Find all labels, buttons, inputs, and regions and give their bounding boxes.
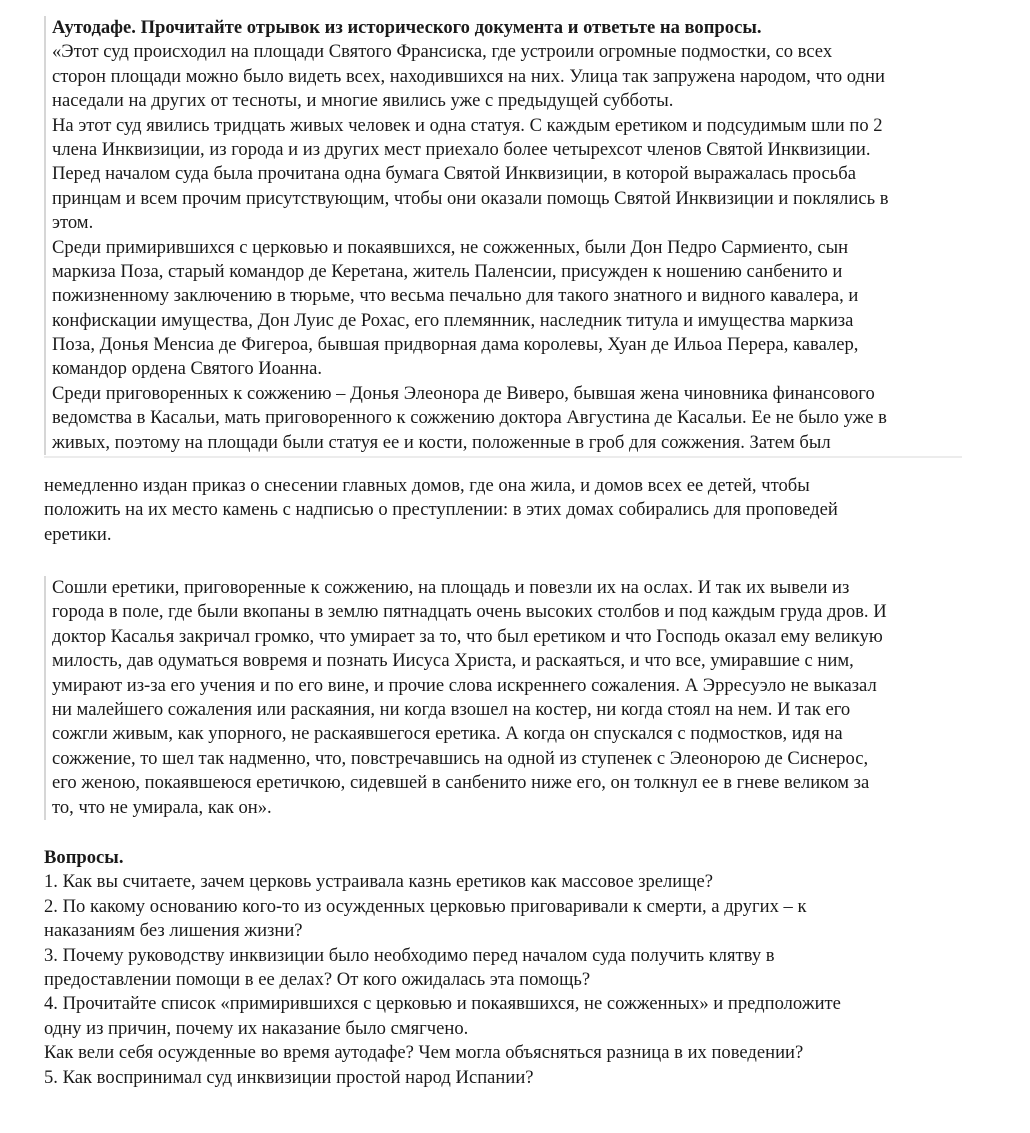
text-line: города в поле, где были вкопаны в землю пятнадцать очень высоких столбов и под каждым груда дров. И <box>52 601 887 623</box>
text-line: этом. <box>52 212 94 234</box>
text-line: конфискации имущества, Дон Луис де Рохас, его племянник, наследник титула и имущества маркиза <box>52 309 854 331</box>
text-line: то, что не умирала, как он». <box>52 796 272 818</box>
text-line: принцам и всем прочим присутствующим, чтобы они оказали помощь Святой Инквизиции и поклялись в <box>52 187 889 209</box>
question-line: одну из причин, почему их наказание было смягчено. <box>44 1017 469 1039</box>
text-line: Перед началом суда была прочитана одна бумага Святой Инквизиции, в которой выражалась просьба <box>52 163 856 185</box>
text-line: его женою, покаявшеюся еретичкою, сидевшей в санбенито ниже его, он толкнул ее в гневе великом за <box>52 772 870 794</box>
text-line: милость, дав одуматься вовремя и познать Иисуса Христа, и раскаяться, и что все, умиравшие с ним, <box>52 650 854 672</box>
excerpt-block-1 <box>44 16 964 455</box>
text-line: наседали на других от тесноты, и многие явились уже с предыдущей субботы. <box>52 90 674 112</box>
question-line: Как вели себя осужденные во время аутодафе? Чем могла объясняться разница в их поведении? <box>44 1042 804 1064</box>
text-line: живых, поэтому на площади были статуя ее и кости, положенные в гроб для сожжения. Затем был <box>52 431 831 453</box>
question-line: 1. Как вы считаете, зачем церковь устраивала казнь еретиков как массовое зрелище? <box>44 871 714 893</box>
question-line: 3. Почему руководству инквизиции было необходимо перед началом суда получить клятву в <box>44 944 775 966</box>
questions-heading: Вопросы. <box>44 847 124 868</box>
text-line: «Этот суд происходил на площади Святого Франсиска, где устроили огромные подмостки, со всех <box>52 41 833 63</box>
question-line: наказаниям без лишения жизни? <box>44 920 303 942</box>
text-line: доктор Касалья закричал громко, что умирает за то, что был еретиком и что Господь оказал ему великую <box>52 625 883 647</box>
question-line: 2. По какому основанию кого-то из осужденных церковью приговаривали к смерти, а других – к <box>44 895 807 917</box>
text-line: члена Инквизиции, из города и из других мест приехало более четырехсот членов Святой Инквизиции. <box>52 138 871 160</box>
task-title: Аутодафе. Прочитайте отрывок из исторического документа и ответьте на вопросы. <box>52 17 762 38</box>
question-line: предоставлении помощи в ее делах? От кого ожидалась эта помощь? <box>44 968 591 990</box>
text-line: немедленно издан приказ о снесении главных домов, где она жила, и домов всех ее детей, чтобы <box>44 475 810 496</box>
text-line: Среди примирившихся с церковью и покаявшихся, не сожженных, были Дон Педро Сармиенто, сын <box>52 236 849 258</box>
text-line: положить на их место камень с надписью о преступлении: в этих домах собирались для проповедей <box>44 499 838 521</box>
text-line: ни малейшего сожаления или раскаяния, ни когда взошел на костер, ни когда стоял на нем. И так его <box>52 698 851 720</box>
excerpt-block-2 <box>44 474 984 547</box>
text-line: Сошли еретики, приговоренные к сожжению, на площадь и повезли их на ослах. И так их вывели из <box>52 577 850 598</box>
question-line: 4. Прочитайте список «примирившихся с церковью и покаявшихся, не сожженных» и предположите <box>44 993 841 1015</box>
question-line: 5. Как воспринимал суд инквизиции простой народ Испании? <box>44 1066 534 1088</box>
text-line: сожгли живым, как упорного, не раскаявшегося еретика. А когда он спускался с подмостков, идя на <box>52 723 843 745</box>
text-line: На этот суд явились тридцать живых человек и одна статуя. С каждым еретиком и подсудимым шли по 2 <box>52 114 883 136</box>
block-divider <box>44 456 962 458</box>
text-line: сторон площади можно было видеть всех, находившихся на них. Улица так запружена народом, что одни <box>52 65 885 87</box>
text-line: еретики. <box>44 523 112 545</box>
text-line: Поза, Донья Менсиа де Фигероа, бывшая придворная дама королевы, Хуан де Ильоа Перера, кавалер, <box>52 334 859 356</box>
text-line: маркиза Поза, старый командор де Керетана, житель Паленсии, присужден к ношению санбенито и <box>52 260 843 282</box>
questions-block <box>44 846 1004 1090</box>
text-line: командор ордена Святого Иоанна. <box>52 358 323 380</box>
excerpt-block-3 <box>44 576 970 820</box>
text-line: умирают из-за его учения и по его вине, и прочие слова искреннего сожаления. А Эрресуэло не выказал <box>52 674 877 696</box>
text-line: пожизненному заключению в тюрьме, что весьма печально для такого знатного и видного кавалера, и <box>52 285 859 307</box>
text-line: ведомства в Касальи, мать приговоренного к сожжению доктора Августина де Касальи. Ее не было уже в <box>52 407 887 429</box>
text-line: сожжение, то шел так надменно, что, повстречавшись на одной из ступенек с Элеонорою де Сиснерос, <box>52 747 869 769</box>
text-line: Среди приговоренных к сожжению – Донья Элеонора де Виверо, бывшая жена чиновника финансового <box>52 382 875 404</box>
